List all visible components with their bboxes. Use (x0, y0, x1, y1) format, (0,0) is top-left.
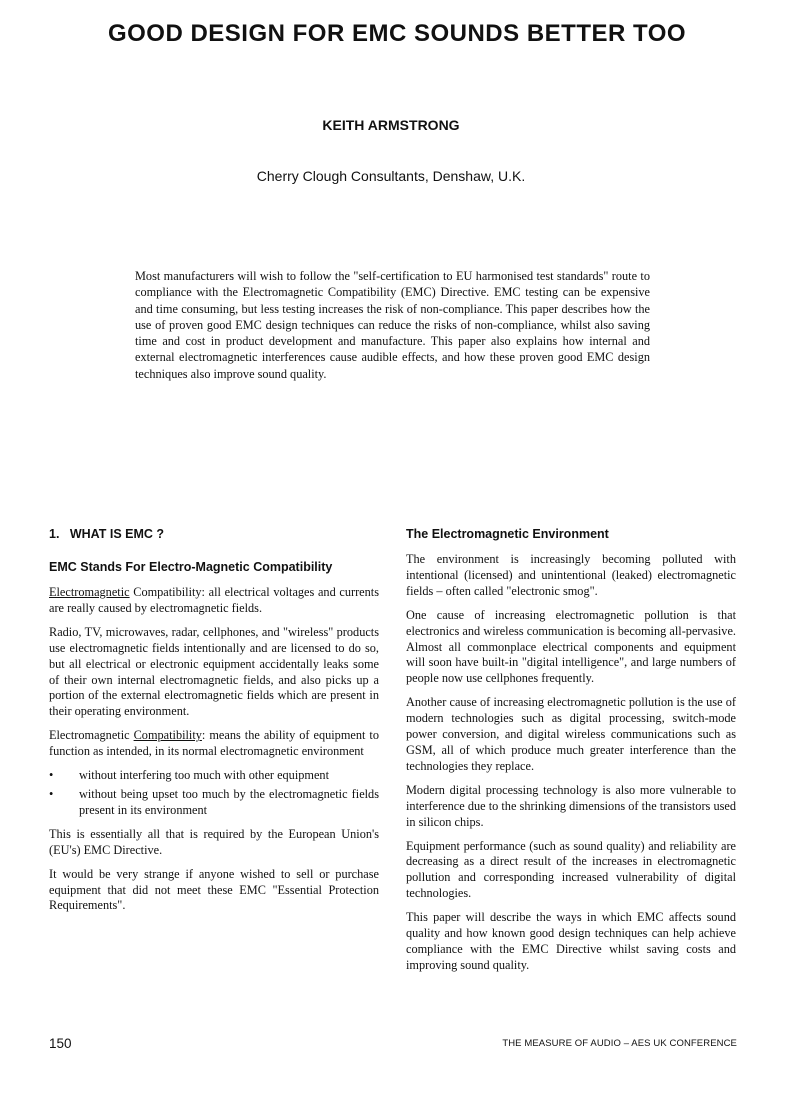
paragraph-text: Compatibility: all electrical voltages and currents are really caused by electromagnetic fields. (49, 585, 379, 615)
list-item (49, 787, 379, 819)
paragraph: It would be very strange if anyone wished to sell or purchase equipment that did not meet these EMC "Essential Protection Requirements". (49, 866, 379, 913)
section-heading: 1. WHAT IS EMC ? (49, 527, 165, 541)
paragraph: Modern digital processing technology is also more vulnerable to interference due to the shrinking dimensions of the transistors used in silicon chips. (406, 782, 736, 829)
bullet-icon: • (49, 786, 54, 801)
left-column (49, 526, 379, 922)
right-column (406, 526, 736, 982)
paragraph: Radio, TV, microwaves, radar, cellphones, and "wireless" products use electromagnetic fields intentionally and are licensed to do so, but all electrical or electronic equipment accidentally leaks some of their own internal electromagnetic fields, and also picks up a portion of the external electromagnetic fields which are present in their operating environment. (49, 624, 379, 719)
bullet-list (49, 768, 379, 819)
conference-footer: THE MEASURE OF AUDIO – AES UK CONFERENCE (502, 1038, 737, 1049)
abstract: Most manufacturers will wish to follow the "self-certification to EU harmonised test standards" route to compliance with the Electromagnetic Compatibility (EMC) Directive. EMC testing can be expensive and time consuming, but less testing increases the risk of non-compliance. This paper describes how the use of proven good EMC design techniques can reduce the risks of non-compliance, whilst also saving time and cost in product development and manufacture. This paper also explains how internal and external electromagnetic interferences cause audible effects, and how these proven good EMC design techniques also improve sound quality. (135, 269, 650, 381)
paragraph: This paper will describe the ways in which EMC affects sound quality and how known good design techniques can help achieve compliance with the EMC Directive whilst saving costs and improving sound quality. (406, 910, 736, 972)
paragraph-text: : means the ability of equipment to function as intended, in its normal electromagnetic environment (49, 728, 379, 759)
page-number: 150 (49, 1036, 72, 1051)
underlined-term: Electromagnetic (49, 585, 130, 599)
paper-title: GOOD DESIGN FOR EMC SOUNDS BETTER TOO (107, 20, 687, 47)
paragraph: One cause of increasing electromagnetic pollution is that electronics and wireless communication is becoming all-pervasive. Almost all commonplace electrical components and equipment will soon have built-in "digital intelligence", and large numbers of people now use cellphones frequently. (406, 607, 736, 686)
paragraph: Another cause of increasing electromagnetic pollution is the use of modern technologies such as digital processing, switch-mode power conversion, and digital wireless communications such as GSM, all of which produce much greater interference than the technologies they replace. (406, 695, 736, 773)
paragraph (49, 585, 379, 617)
bullet-icon: • (49, 768, 54, 783)
paragraph: The environment is increasingly becoming polluted with intentional (licensed) and unintentional (leaked) electromagnetic fields – often called "electronic smog". (406, 552, 736, 598)
list-item-text: without interfering too much with other equipment (79, 768, 329, 783)
author-affiliation: Cherry Clough Consultants, Denshaw, U.K. (256, 168, 526, 184)
paragraph-text: Electromagnetic (49, 728, 134, 743)
list-item-text: without being upset too much by the electromagnetic fields present in its environment (79, 786, 379, 817)
list-item (49, 768, 379, 784)
paragraph: This is essentially all that is required by the European Union's (EU's) EMC Directive. (49, 826, 379, 857)
paragraph: Equipment performance (such as sound quality) and reliability are decreasing as a direct result of the increases in electromagnetic pollution and corresponding increased vulnerability of digital technologies. (406, 838, 736, 901)
subsection-heading: EMC Stands For Electro-Magnetic Compatibility (49, 560, 333, 574)
author-name: KEITH ARMSTRONG (322, 117, 460, 133)
subsection-heading: The Electromagnetic Environment (406, 527, 609, 541)
underlined-term: Compatibility (133, 728, 202, 743)
paragraph (49, 728, 379, 760)
